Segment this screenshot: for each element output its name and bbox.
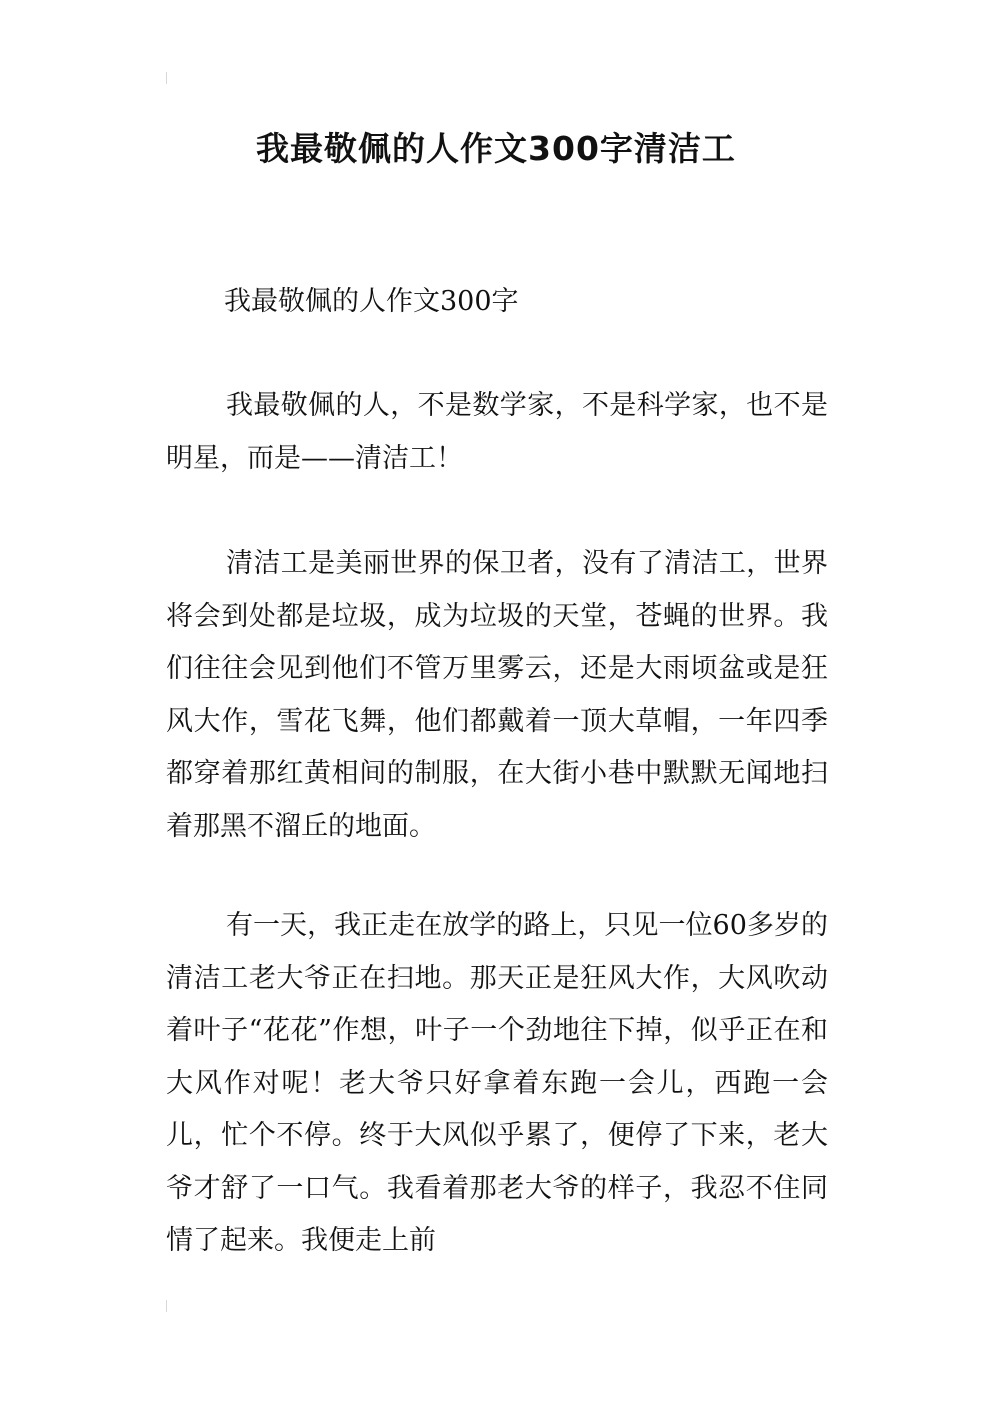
document-subtitle: 我最敬佩的人作文300字	[224, 286, 519, 317]
paragraph-3: 有一天，我正走在放学的路上，只见一位60多岁的清洁工老大爷正在扫地。那天正是狂风大作，大风吹动着叶子“花花”作想，叶子一个劲地往下掉，似乎正在和大风作对呢！老大爷只好拿着东跑一会儿，西跑一会儿，忙个不停。终于大风似乎累了，便停了下来，老大爷才舒了一口气。我看着那老大爷的样子，我忍不住同情了起来。我便走上前	[166, 910, 828, 1256]
paragraph-1: 我最敬佩的人，不是数学家，不是科学家，也不是明星，而是——清洁工！	[166, 390, 828, 474]
page-corner-mark-top	[166, 72, 167, 84]
paragraph-2: 清洁工是美丽世界的保卫者，没有了清洁工，世界将会到处都是垃圾，成为垃圾的天堂，苍蝇的世界。我们往往会见到他们不管万里雾云，还是大雨顷盆或是狂风大作，雪花飞舞，他们都戴着一顶大草帽，一年四季都穿着那红黄相间的制服，在大街小巷中默默无闻地扫着那黑不溜丘的地面。	[166, 548, 828, 842]
document-title: 我最敬佩的人作文300字清洁工	[256, 129, 736, 168]
page-corner-mark-bottom	[166, 1300, 167, 1312]
